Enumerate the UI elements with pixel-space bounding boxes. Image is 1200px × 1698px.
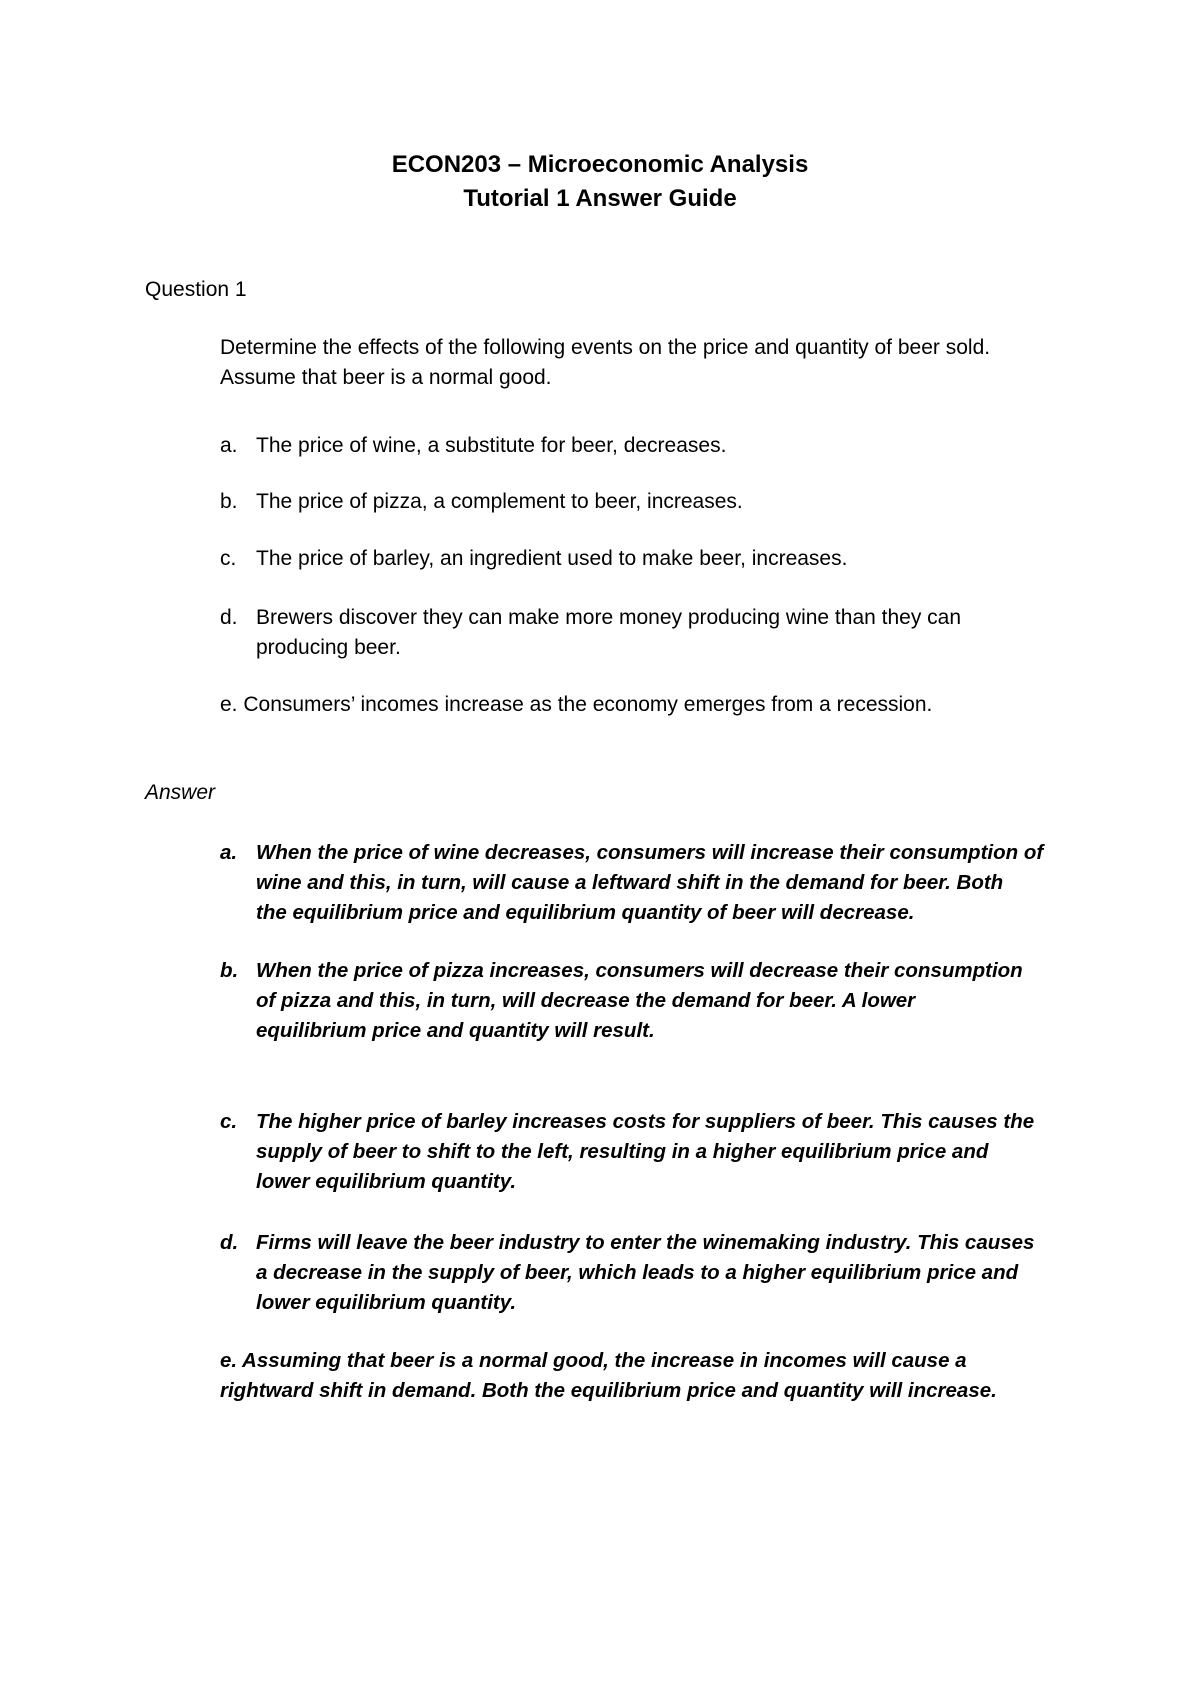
document-title: ECON203 – Microeconomic Analysis (391, 151, 809, 178)
answer-text: Firms will leave the beer industry to enter the winemaking industry. This causes (256, 1231, 1035, 1254)
question-label: Question 1 (145, 278, 247, 301)
answer-label: Answer (145, 781, 216, 804)
option-text: producing beer. (256, 636, 401, 659)
answer-text: lower equilibrium quantity. (256, 1170, 517, 1193)
option-e: e. Consumers’ incomes increase as the economy emerges from a recession. (220, 693, 933, 716)
document-subtitle: Tutorial 1 Answer Guide (463, 185, 737, 212)
option-text: The price of barley, an ingredient used to make beer, increases. (256, 547, 848, 570)
option-b (220, 487, 743, 517)
option-text: The price of pizza, a complement to beer, increases. (256, 490, 743, 513)
option-c (220, 544, 848, 574)
option-text: Brewers discover they can make more money producing wine than they can (256, 606, 962, 629)
option-marker: d. (220, 606, 238, 629)
option-d (220, 603, 962, 659)
answer-text: lower equilibrium quantity. (256, 1291, 517, 1314)
option-text: The price of wine, a substitute for beer, decreases. (256, 434, 727, 457)
answer-marker: a. (220, 841, 238, 864)
answer-d (220, 1228, 1035, 1314)
answer-text: When the price of pizza increases, consumers will decrease their consumption (256, 959, 1023, 982)
option-marker: a. (220, 434, 238, 457)
answer-text: a decrease in the supply of beer, which leads to a higher equilibrium price and (256, 1261, 1019, 1284)
answer-marker: c. (220, 1110, 238, 1133)
answer-text: e. Assuming that beer is a normal good, the increase in incomes will cause a (220, 1349, 967, 1372)
prompt-line: Assume that beer is a normal good. (220, 366, 552, 389)
prompt-line: Determine the effects of the following events on the price and quantity of beer sold. (220, 336, 991, 359)
answer-marker: b. (220, 959, 239, 982)
answer-text: wine and this, in turn, will cause a leftward shift in the demand for beer. Both (256, 871, 1004, 894)
answer-text: of pizza and this, in turn, will decrease the demand for beer. A lower (256, 989, 916, 1012)
answer-text: supply of beer to shift to the left, resulting in a higher equilibrium price and (256, 1140, 989, 1163)
option-marker: b. (220, 490, 238, 513)
option-a (220, 431, 727, 461)
answer-c (220, 1107, 1035, 1193)
answer-e (220, 1346, 997, 1406)
option-marker: c. (220, 547, 237, 570)
question-prompt (220, 333, 990, 393)
answer-text: rightward shift in demand. Both the equilibrium price and quantity will increase. (220, 1379, 997, 1402)
document-header (0, 148, 1200, 216)
answer-text: When the price of wine decreases, consumers will increase their consumption of (256, 841, 1044, 864)
answer-marker: d. (220, 1231, 239, 1254)
answer-text: The higher price of barley increases costs for suppliers of beer. This causes the (256, 1110, 1035, 1133)
answer-a (220, 838, 1044, 924)
answer-text: equilibrium price and quantity will result. (256, 1019, 655, 1042)
answer-b (220, 956, 1023, 1042)
answer-text: the equilibrium price and equilibrium quantity of beer will decrease. (256, 901, 915, 924)
